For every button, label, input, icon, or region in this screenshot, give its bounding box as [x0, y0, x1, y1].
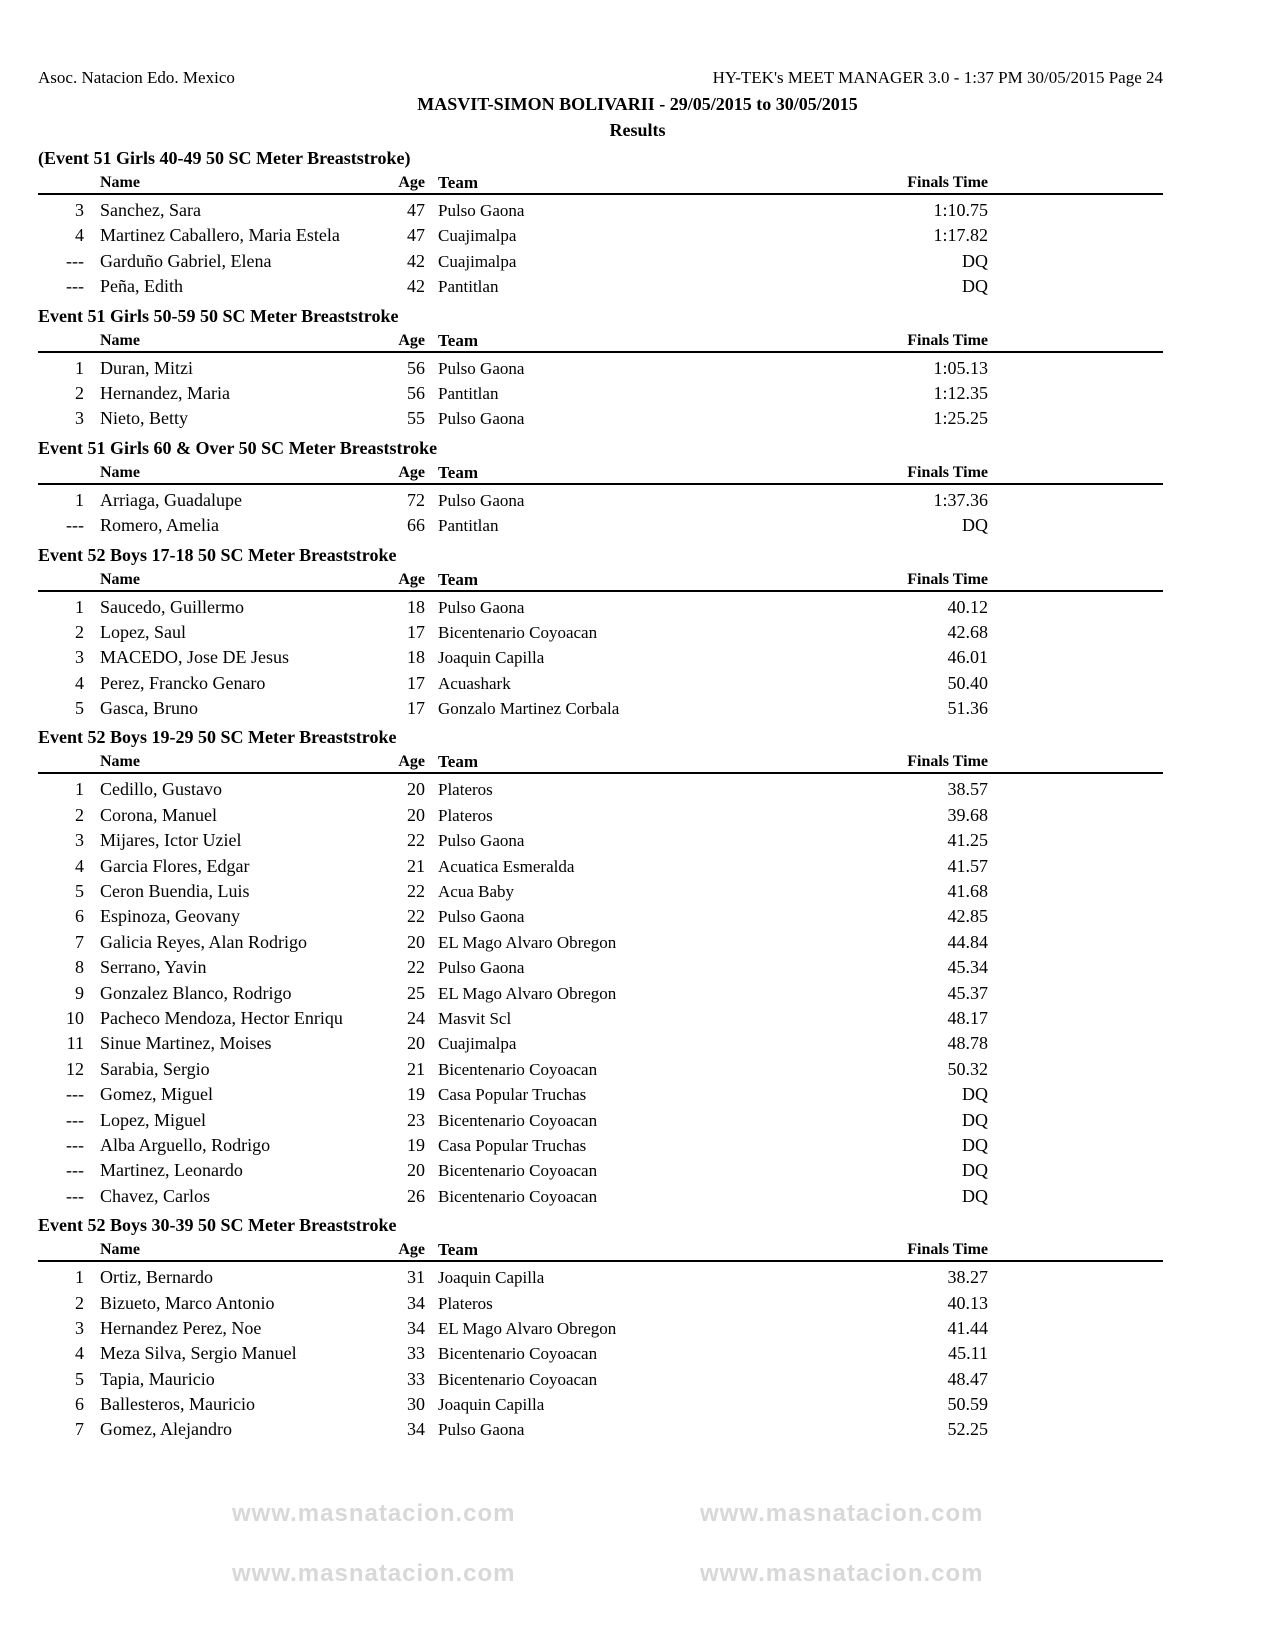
result-age: 26 [407, 1185, 425, 1206]
event-title: Event 52 Boys 30-39 50 SC Meter Breaststroke [38, 1215, 397, 1236]
result-row [38, 406, 1163, 431]
result-time: DQ [962, 1160, 988, 1181]
result-age: 47 [407, 200, 425, 220]
result-age: 31 [407, 1267, 425, 1288]
result-name: Bizueto, Marco Antonio [100, 1292, 275, 1313]
result-team: Pulso Gaona [438, 597, 525, 617]
result-time: 51.36 [947, 698, 988, 719]
result-name: Gomez, Alejandro [100, 1419, 232, 1440]
watermark: www.masnatacion.com [700, 1500, 984, 1527]
result-row [38, 904, 1163, 929]
result-time: 1:25.25 [933, 408, 988, 429]
result-age: 42 [407, 276, 425, 297]
result-row [38, 803, 1163, 828]
result-name: Espinoza, Geovany [100, 906, 240, 927]
result-team: Plateros [438, 780, 493, 800]
section-title: Results [609, 120, 666, 140]
result-place: --- [66, 276, 84, 297]
result-team: Joaquin Capilla [438, 648, 545, 668]
result-time: 1:37.36 [933, 489, 988, 510]
column-header-row [38, 568, 1163, 592]
result-place: 4 [75, 855, 84, 876]
result-time: 1:17.82 [933, 225, 988, 246]
result-team: Bicentenario Coyoacan [438, 1186, 598, 1206]
column-header-row [38, 329, 1163, 353]
column-header-name: Name [100, 570, 140, 588]
result-team: Bicentenario Coyoacan [438, 1344, 598, 1364]
result-team: EL Mago Alvaro Obregon [438, 1318, 617, 1338]
result-time: 50.40 [947, 672, 988, 693]
result-age: 20 [407, 931, 425, 952]
result-place: 4 [75, 225, 84, 246]
column-header-team: Team [438, 569, 478, 589]
result-place: 1 [75, 1267, 84, 1288]
result-team: Masvit Scl [438, 1008, 512, 1028]
result-row [38, 1031, 1163, 1056]
result-place: 5 [75, 698, 84, 719]
column-header-team: Team [438, 1240, 478, 1260]
result-team: Pantitlan [438, 277, 499, 297]
result-age: 19 [407, 1134, 425, 1155]
result-row [38, 274, 1163, 299]
result-age: 25 [407, 982, 425, 1003]
result-age: 66 [407, 515, 425, 536]
result-team: Bicentenario Coyoacan [438, 1369, 598, 1389]
result-place: 5 [75, 1368, 84, 1389]
result-team: Pulso Gaona [438, 409, 525, 429]
event-title: (Event 51 Girls 40-49 50 SC Meter Breaststroke) [38, 148, 411, 168]
result-name: Perez, Francko Genaro [100, 672, 266, 693]
result-team: Plateros [438, 805, 493, 825]
result-row [38, 777, 1163, 802]
result-place: 6 [75, 1394, 84, 1415]
event-section [38, 725, 1163, 1209]
result-team: Casa Popular Truchas [438, 1085, 587, 1105]
column-header-age: Age [398, 463, 425, 481]
result-place: 8 [75, 957, 84, 978]
event-title: Event 51 Girls 50-59 50 SC Meter Breaststroke [38, 305, 399, 326]
result-name: Romero, Amelia [100, 515, 219, 536]
meet-title: MASVIT-SIMON BOLIVARII - 29/05/2015 to 30/05/2015 [417, 94, 858, 114]
result-time: DQ [962, 515, 988, 536]
event-title: Event 52 Boys 19-29 50 SC Meter Breaststroke [38, 727, 397, 748]
result-age: 20 [407, 1160, 425, 1181]
result-name: Gonzalez Blanco, Rodrigo [100, 982, 292, 1003]
result-time: 50.59 [947, 1394, 988, 1415]
result-row [38, 198, 1163, 223]
result-team: Pulso Gaona [438, 958, 525, 978]
result-name: Peña, Edith [100, 276, 183, 297]
result-name: Duran, Mitzi [100, 357, 193, 378]
result-time: 1:05.13 [933, 357, 988, 378]
result-place: 1 [75, 779, 84, 800]
result-team: Bicentenario Coyoacan [438, 622, 598, 642]
result-name: Gasca, Bruno [100, 698, 198, 719]
result-name: Garcia Flores, Edgar [100, 855, 250, 876]
result-age: 34 [407, 1292, 425, 1313]
result-name: Mijares, Ictor Uziel [100, 830, 242, 851]
result-age: 20 [407, 779, 425, 800]
result-row [38, 1082, 1163, 1107]
result-row [38, 1265, 1163, 1290]
column-header-name: Name [100, 174, 140, 191]
result-age: 42 [407, 250, 425, 271]
result-age: 20 [407, 804, 425, 825]
result-name: Gomez, Miguel [100, 1084, 213, 1105]
column-header-row [38, 461, 1163, 485]
column-header-finals-time: Finals Time [907, 463, 988, 481]
result-row [38, 1108, 1163, 1133]
event-section [38, 436, 1163, 539]
result-name: Lopez, Miguel [100, 1109, 206, 1130]
result-age: 34 [407, 1317, 425, 1338]
result-time: 45.11 [948, 1343, 988, 1364]
watermark: www.masnatacion.com [232, 1560, 516, 1587]
result-age: 21 [407, 855, 425, 876]
event-section [38, 146, 1163, 300]
results-list [38, 146, 1163, 1447]
result-time: 38.27 [947, 1267, 988, 1288]
result-time: 50.32 [947, 1058, 988, 1079]
result-name: Alba Arguello, Rodrigo [100, 1134, 271, 1155]
result-time: 45.34 [947, 957, 988, 978]
result-time: 40.13 [947, 1292, 988, 1313]
result-name: Pacheco Mendoza, Hector Enriqu [100, 1007, 343, 1028]
result-age: 17 [407, 672, 425, 693]
result-row [38, 381, 1163, 406]
column-header-row [38, 750, 1163, 774]
result-name: Arriaga, Guadalupe [100, 489, 242, 510]
result-team: Pantitlan [438, 516, 499, 536]
result-name: Cedillo, Gustavo [100, 779, 222, 800]
result-team: Acuashark [438, 673, 511, 693]
result-place: 2 [75, 804, 84, 825]
column-header-finals-time: Finals Time [907, 331, 988, 349]
result-time: DQ [962, 1084, 988, 1105]
result-row [38, 488, 1163, 513]
result-age: 23 [407, 1109, 425, 1130]
result-team: Joaquin Capilla [438, 1268, 545, 1288]
result-team: Pulso Gaona [438, 201, 525, 220]
result-time: 48.17 [947, 1007, 988, 1028]
result-team: Gonzalo Martinez Corbala [438, 699, 620, 719]
result-time: DQ [962, 250, 988, 271]
result-team: Bicentenario Coyoacan [438, 1059, 598, 1079]
result-age: 47 [407, 225, 425, 246]
result-time: 48.47 [947, 1368, 988, 1389]
result-place: 5 [75, 881, 84, 902]
result-team: Bicentenario Coyoacan [438, 1161, 598, 1181]
result-age: 20 [407, 1033, 425, 1054]
result-team: Joaquin Capilla [438, 1395, 545, 1415]
result-row [38, 1367, 1163, 1392]
result-time: DQ [962, 1185, 988, 1206]
result-time: 42.85 [947, 906, 988, 927]
column-header-age: Age [398, 331, 425, 349]
result-team: EL Mago Alvaro Obregon [438, 983, 617, 1003]
result-row [38, 879, 1163, 904]
result-age: 19 [407, 1084, 425, 1105]
result-age: 18 [407, 596, 425, 617]
column-header-age: Age [398, 1241, 425, 1259]
result-time: 41.25 [947, 830, 988, 851]
column-header-finals-time: Finals Time [907, 174, 988, 191]
result-team: Pantitlan [438, 383, 499, 403]
column-header-finals-time: Finals Time [907, 753, 988, 771]
result-row [38, 1158, 1163, 1183]
result-team: Pulso Gaona [438, 831, 525, 851]
result-team: Bicentenario Coyoacan [438, 1110, 598, 1130]
result-age: 72 [407, 489, 425, 510]
result-name: Lopez, Saul [100, 621, 186, 642]
result-place: 3 [75, 408, 84, 429]
result-age: 17 [407, 698, 425, 719]
result-name: MACEDO, Jose DE Jesus [100, 647, 289, 668]
result-age: 56 [407, 357, 425, 378]
result-row [38, 1316, 1163, 1341]
result-name: Sanchez, Sara [100, 200, 201, 220]
result-place: 4 [75, 672, 84, 693]
result-name: Hernandez, Maria [100, 382, 230, 403]
result-place: 11 [66, 1033, 84, 1054]
result-row [38, 1133, 1163, 1158]
result-age: 56 [407, 382, 425, 403]
result-time: 1:10.75 [933, 200, 988, 220]
column-header-age: Age [398, 174, 425, 191]
result-row [38, 1341, 1163, 1366]
result-time: 40.12 [947, 596, 988, 617]
result-time: 41.68 [947, 881, 988, 902]
result-place: --- [66, 1109, 84, 1130]
result-team: Pulso Gaona [438, 907, 525, 927]
result-name: Garduño Gabriel, Elena [100, 250, 272, 271]
organization-name: Asoc. Natacion Edo. Mexico [38, 68, 235, 87]
result-row [38, 1184, 1163, 1209]
result-row [38, 1291, 1163, 1316]
result-row [38, 854, 1163, 879]
column-header-name: Name [100, 753, 140, 771]
result-place: --- [66, 250, 84, 271]
column-header-age: Age [398, 570, 425, 588]
result-team: Cuajimalpa [438, 1034, 517, 1054]
result-row [38, 1057, 1163, 1082]
event-section [38, 1213, 1163, 1443]
column-header-row [38, 1238, 1163, 1262]
event-title: Event 52 Boys 17-18 50 SC Meter Breaststroke [38, 544, 397, 565]
result-time: DQ [962, 276, 988, 297]
result-age: 22 [407, 957, 425, 978]
column-header-name: Name [100, 1241, 140, 1259]
result-row [38, 620, 1163, 645]
watermark: www.masnatacion.com [232, 1500, 516, 1527]
result-team: Pulso Gaona [438, 1420, 525, 1440]
result-place: 9 [75, 982, 84, 1003]
result-name: Galicia Reyes, Alan Rodrigo [100, 931, 307, 952]
result-place: --- [66, 1185, 84, 1206]
result-time: 48.78 [947, 1033, 988, 1054]
result-age: 22 [407, 906, 425, 927]
result-place: 1 [75, 596, 84, 617]
result-row [38, 223, 1163, 248]
result-place: 4 [75, 1343, 84, 1364]
result-place: --- [66, 515, 84, 536]
result-place: 7 [75, 1419, 84, 1440]
result-row [38, 1006, 1163, 1031]
result-age: 18 [407, 647, 425, 668]
result-team: Pulso Gaona [438, 358, 525, 378]
result-name: Meza Silva, Sergio Manuel [100, 1343, 297, 1364]
result-name: Chavez, Carlos [100, 1185, 210, 1206]
result-name: Martinez Caballero, Maria Estela [100, 225, 340, 246]
result-name: Tapia, Mauricio [100, 1368, 215, 1389]
result-team: Pulso Gaona [438, 490, 525, 510]
event-title: Event 51 Girls 60 & Over 50 SC Meter Breaststroke [38, 437, 438, 458]
column-header-finals-time: Finals Time [907, 1241, 988, 1259]
result-time: 1:12.35 [933, 382, 988, 403]
result-place: --- [66, 1134, 84, 1155]
result-name: Saucedo, Guillermo [100, 596, 244, 617]
result-place: 3 [75, 647, 84, 668]
result-place: --- [66, 1160, 84, 1181]
result-row [38, 696, 1163, 721]
result-age: 17 [407, 621, 425, 642]
result-row [38, 356, 1163, 381]
result-team: Cuajimalpa [438, 251, 517, 271]
result-row [38, 981, 1163, 1006]
result-time: 39.68 [947, 804, 988, 825]
result-age: 22 [407, 830, 425, 851]
result-age: 24 [407, 1007, 425, 1028]
result-team: Plateros [438, 1293, 493, 1313]
result-name: Corona, Manuel [100, 804, 217, 825]
column-header-team: Team [438, 173, 478, 192]
result-row [38, 1392, 1163, 1417]
result-time: DQ [962, 1134, 988, 1155]
result-row [38, 930, 1163, 955]
result-place: --- [66, 1084, 84, 1105]
result-team: Acua Baby [438, 882, 515, 902]
column-header-name: Name [100, 331, 140, 349]
result-time: DQ [962, 1109, 988, 1130]
result-name: Sarabia, Sergio [100, 1058, 210, 1079]
result-time: 46.01 [947, 647, 988, 668]
result-place: 1 [75, 489, 84, 510]
result-name: Ortiz, Bernardo [100, 1267, 213, 1288]
result-place: 10 [66, 1007, 84, 1028]
result-team: EL Mago Alvaro Obregon [438, 932, 617, 952]
result-time: 38.57 [947, 779, 988, 800]
result-place: 2 [75, 1292, 84, 1313]
result-name: Ceron Buendia, Luis [100, 881, 250, 902]
result-name: Serrano, Yavin [100, 957, 207, 978]
result-age: 22 [407, 881, 425, 902]
result-time: 41.57 [947, 855, 988, 876]
column-header-name: Name [100, 463, 140, 481]
result-time: 45.37 [947, 982, 988, 1003]
column-header-team: Team [438, 752, 478, 772]
result-row [38, 671, 1163, 696]
result-place: 3 [75, 830, 84, 851]
result-age: 33 [407, 1343, 425, 1364]
result-name: Nieto, Betty [100, 408, 188, 429]
result-age: 21 [407, 1058, 425, 1079]
result-place: 12 [66, 1058, 84, 1079]
result-row [38, 955, 1163, 980]
column-header-team: Team [438, 462, 478, 482]
result-row [38, 645, 1163, 670]
result-team: Casa Popular Truchas [438, 1135, 587, 1155]
column-header-age: Age [398, 753, 425, 771]
event-section [38, 543, 1163, 722]
result-row [38, 828, 1163, 853]
result-row [38, 249, 1163, 274]
result-place: 3 [75, 200, 84, 220]
column-header-team: Team [438, 330, 478, 350]
result-team: Cuajimalpa [438, 226, 517, 246]
result-place: 7 [75, 931, 84, 952]
result-row [38, 595, 1163, 620]
result-name: Ballesteros, Mauricio [100, 1394, 255, 1415]
result-age: 30 [407, 1394, 425, 1415]
watermark: www.masnatacion.com [700, 1560, 984, 1587]
result-place: 2 [75, 382, 84, 403]
result-place: 3 [75, 1317, 84, 1338]
column-header-row [38, 171, 1163, 195]
result-age: 55 [407, 408, 425, 429]
result-name: Hernandez Perez, Noe [100, 1317, 262, 1338]
column-header-finals-time: Finals Time [907, 570, 988, 588]
result-time: 44.84 [947, 931, 988, 952]
result-time: 52.25 [947, 1419, 988, 1440]
result-place: 6 [75, 906, 84, 927]
result-age: 34 [407, 1419, 425, 1440]
result-time: 41.44 [947, 1317, 988, 1338]
event-section [38, 304, 1163, 432]
result-age: 33 [407, 1368, 425, 1389]
result-name: Sinue Martinez, Moises [100, 1033, 272, 1054]
result-name: Martinez, Leonardo [100, 1160, 243, 1181]
result-time: 42.68 [947, 621, 988, 642]
result-row [38, 1417, 1163, 1442]
result-row [38, 513, 1163, 538]
result-place: 2 [75, 621, 84, 642]
software-page-info: HY-TEK's MEET MANAGER 3.0 - 1:37 PM 30/05/2015 Page 24 [712, 68, 1163, 87]
result-place: 1 [75, 357, 84, 378]
result-team: Acuatica Esmeralda [438, 856, 575, 876]
